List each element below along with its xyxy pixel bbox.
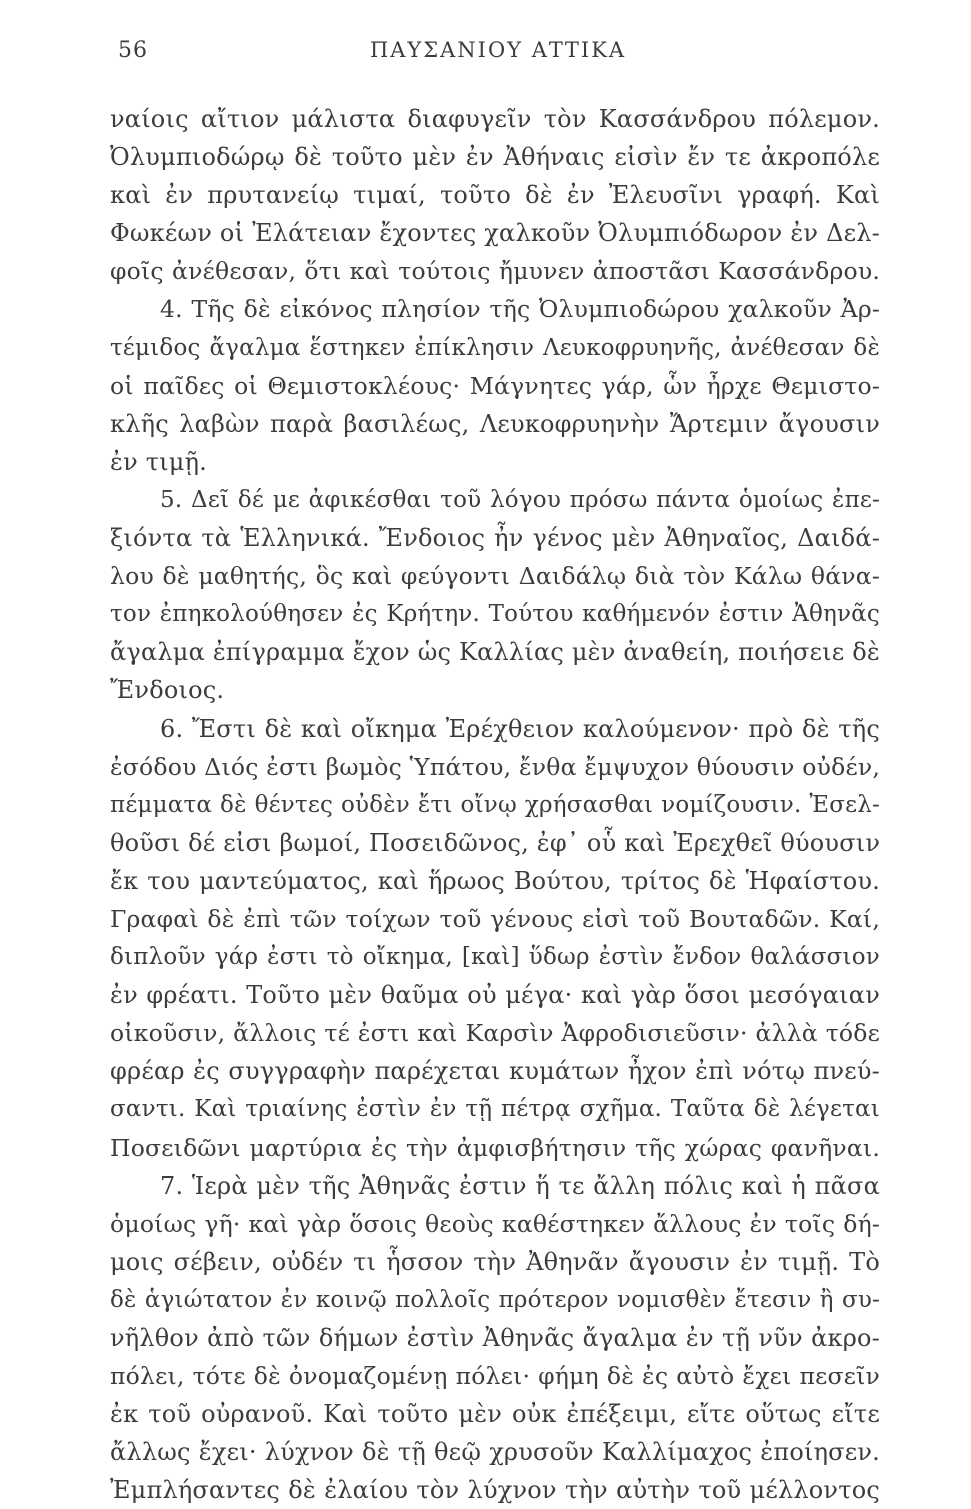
- text-line: ὁμοίως γῆ· καὶ γὰρ ὅσοις θεοὺς καθέστηκεν ἄλλους ἐν τοῖς δή-: [110, 1209, 880, 1238]
- text-line: Γραφαὶ δὲ ἐπὶ τῶν τοίχων τοῦ γένους εἰσὶ τοῦ Βουταδῶν. Καί,: [110, 904, 880, 933]
- text-line: οἱ παῖδες οἱ Θεμιστοκλέους· Μάγνητες γάρ, ὧν ἦρχε Θεμιστο-: [110, 371, 880, 400]
- text-line: τέμιδος ἄγαλμα ἕστηκεν ἐπίκλησιν Λευκοφρυηνῆς, ἀνέθεσαν δὲ: [110, 334, 880, 361]
- text-line: σαντι. Καὶ τριαίνης ἐστὶν ἐν τῇ πέτρᾳ σχῆμα. Ταῦτα δὲ λέγεται: [110, 1096, 880, 1123]
- text-line: πόλει, τότε δὲ ὀνομαζομένῃ πόλει· φήμη δὲ ἐς αὐτὸ ἔχει πεσεῖν: [110, 1362, 880, 1391]
- text-line: ναίοις αἴτιον μάλιστα διαφυγεῖν τὸν Κασσάνδρου πόλεμον.: [110, 105, 880, 133]
- text-line: οἰκοῦσιν, ἄλλοις τέ ἐστι καὶ Καρσὶν Ἀφροδισιεῦσιν· ἀλλὰ τόδε: [110, 1019, 880, 1048]
- page-number: 56: [118, 38, 148, 63]
- text-line: ξιόντα τὰ Ἑλληνικά. Ἔνδοιος ἦν γένος μὲν Ἀθηναῖος, Δαιδά-: [110, 524, 880, 553]
- text-line: ἔκ του μαντεύματος, καὶ ἥρωος Βούτου, τρίτος δὲ Ἡφαίστου.: [110, 866, 880, 895]
- page-header: [118, 38, 878, 68]
- text-line: μοις σέβειν, οὐδέν τι ἧσσον τὴν Ἀθηνᾶν ἄγουσιν ἐν τιμῇ. Τὸ: [110, 1247, 880, 1276]
- text-line: λου δὲ μαθητής, ὃς καὶ φεύγοντι Δαιδάλῳ διὰ τὸν Κάλω θάνα-: [110, 562, 880, 591]
- text-line: Ἐμπλήσαντες δὲ ἐλαίου τὸν λύχνον τὴν αὐτὴν τοῦ μέλλοντος: [110, 1476, 880, 1505]
- text-line: θοῦσι δέ εἰσι βωμοί, Ποσειδῶνος, ἐφ᾽ οὗ καὶ Ἐρεχθεῖ θύουσιν: [110, 828, 880, 857]
- text-line: δὲ ἁγιώτατον ἐν κοινῷ πολλοῖς πρότερον νομισθὲν ἔτεσιν ἢ συ-: [110, 1286, 880, 1313]
- text-line: ἐκ τοῦ οὐρανοῦ. Καὶ τοῦτο μὲν οὐκ ἐπέξειμι, εἴτε οὕτως εἴτε: [110, 1400, 880, 1429]
- text-line: Φωκέων οἱ Ἐλάτειαν ἔχοντες χαλκοῦν Ὀλυμπιόδωρον ἐν Δελ-: [110, 219, 880, 248]
- text-line: Ὀλυμπιοδώρῳ δὲ τοῦτο μὲν ἐν Ἀθήναις εἰσὶν ἔν τε ἀκροπόλε: [110, 143, 880, 172]
- section-5-start: 5. Δεῖ δέ με ἀφικέσθαι τοῦ λόγου πρόσω πάντα ὁμοίως ἐπε-: [160, 486, 880, 513]
- section-4-start: 4. Τῆς δὲ εἰκόνος πλησίον τῆς Ὀλυμπιοδώρου χαλκοῦν Ἀρ-: [160, 295, 880, 324]
- text-line: κλῆς λαβὼν παρὰ βασιλέως, Λευκοφρυηνὴν Ἄρτεμιν ἄγουσιν: [110, 409, 880, 438]
- text-line: Ποσειδῶνι μαρτύρια ἐς τὴν ἀμφισβήτησιν τῆς χώρας φανῆναι.: [110, 1133, 880, 1162]
- text-line: φρέαρ ἐς συγγραφὴν παρέχεται κυμάτων ἦχον ἐπὶ νότῳ πνεύ-: [110, 1057, 880, 1086]
- running-title: ΠΑΥΣΑΝΙΟΥ ΑΤΤΙΚΑ: [369, 38, 627, 62]
- text-line: ἐν τιμῇ.: [110, 447, 207, 476]
- text-line: νῆλθον ἀπὸ τῶν δήμων ἐστὶν Ἀθηνᾶς ἄγαλμα ἐν τῇ νῦν ἀκρο-: [110, 1324, 880, 1352]
- text-line: ἐσόδου Διός ἐστι βωμὸς Ὑπάτου, ἔνθα ἔμψυχον θύουσιν οὐδέν,: [110, 752, 880, 781]
- text-line: καὶ ἐν πρυτανείῳ τιμαί, τοῦτο δὲ ἐν Ἐλευσῖνι γραφή. Καὶ: [110, 181, 880, 210]
- text-line: πέμματα δὲ θέντες οὐδὲν ἔτι οἴνῳ χρήσασθαι νομίζουσιν. Ἐσελ-: [110, 791, 880, 818]
- text-line: ἄλλως ἔχει· λύχνον δὲ τῇ θεῷ χρυσοῦν Καλλίμαχος ἐποίησεν.: [110, 1438, 880, 1467]
- text-line: Ἔνδοιος.: [110, 676, 225, 705]
- text-line: διπλοῦν γάρ ἐστι τὸ οἴκημα, [καὶ] ὕδωρ ἐστὶν ἔνδον θαλάσσιον: [110, 944, 880, 971]
- section-7-start: 7. Ἱερὰ μὲν τῆς Ἀθηνᾶς ἐστιν ἥ τε ἄλλη πόλις καὶ ἡ πᾶσα: [160, 1171, 880, 1200]
- text-line: ἄγαλμα ἐπίγραμμα ἔχον ὡς Καλλίας μὲν ἀναθείη, ποιήσειε δὲ: [110, 638, 880, 667]
- text-line: τον ἐπηκολούθησεν ἐς Κρήτην. Τούτου καθήμενόν ἐστιν Ἀθηνᾶς: [110, 601, 880, 628]
- text-line: ἐν φρέατι. Τοῦτο μὲν θαῦμα οὐ μέγα· καὶ γὰρ ὅσοι μεσόγαιαν: [110, 981, 880, 1010]
- body-text: [110, 100, 880, 1509]
- text-line: φοῖς ἀνέθεσαν, ὅτι καὶ τούτοις ἤμυνεν ἀποστᾶσι Κασσάνδρου.: [110, 257, 880, 286]
- section-6-start: 6. Ἔστι δὲ καὶ οἴκημα Ἐρέχθειον καλούμενον· πρὸ δὲ τῆς: [160, 714, 880, 743]
